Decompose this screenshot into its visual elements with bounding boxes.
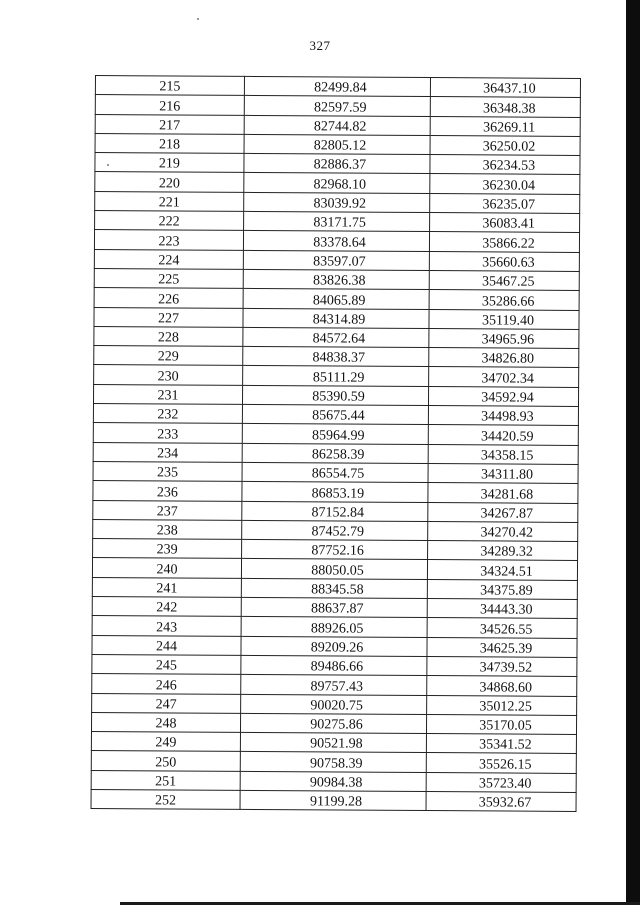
table-row (95, 153, 580, 175)
value-cell-b: 35286.66 (429, 290, 579, 310)
table-row (94, 307, 579, 329)
value-cell-b: 35170.05 (426, 714, 576, 734)
value-cell-b: 36234.53 (430, 155, 580, 175)
value-cell-a: 84314.89 (243, 308, 429, 328)
index-cell: 230 (94, 365, 243, 385)
value-cell-b: 35467.25 (429, 271, 579, 291)
value-cell-a: 82597.59 (244, 96, 430, 116)
index-cell: 231 (93, 384, 242, 404)
value-cell-b: 34739.52 (427, 656, 577, 676)
index-cell: 226 (94, 288, 243, 308)
index-cell: 246 (92, 674, 241, 694)
index-cell: 227 (94, 307, 243, 327)
table-row (92, 616, 577, 638)
value-cell-a: 89486.66 (241, 655, 427, 675)
value-cell-a: 84065.89 (243, 289, 429, 309)
value-cell-a: 87152.84 (242, 501, 428, 521)
table-row (94, 346, 579, 368)
value-cell-b: 35660.63 (429, 251, 579, 271)
value-cell-a: 89209.26 (241, 636, 427, 656)
index-cell: 224 (94, 249, 243, 269)
value-cell-b: 36269.11 (430, 116, 580, 136)
index-cell: 219 (95, 153, 244, 173)
value-cell-a: 86258.39 (242, 443, 428, 463)
value-cell-b: 34702.34 (429, 367, 579, 387)
index-cell: 237 (93, 500, 242, 520)
index-cell: 236 (93, 481, 242, 501)
table-row (94, 288, 579, 310)
table-row (95, 133, 580, 155)
page-number: 327 (309, 38, 331, 53)
value-cell-b: 34965.96 (429, 328, 579, 348)
value-cell-a: 86554.75 (242, 462, 428, 482)
value-cell-b: 35119.40 (429, 309, 579, 329)
index-cell: 215 (95, 76, 244, 96)
value-cell-a: 82886.37 (244, 154, 430, 174)
index-cell: 252 (91, 789, 240, 809)
value-cell-b: 34592.94 (428, 386, 578, 406)
value-cell-a: 88926.05 (241, 617, 427, 637)
value-cell-b: 35866.22 (429, 232, 579, 252)
index-cell: 233 (93, 423, 242, 443)
table-row (95, 211, 580, 233)
table-row (94, 365, 579, 387)
value-cell-a: 84572.64 (243, 327, 429, 347)
scan-border-right (626, 0, 640, 905)
value-cell-b: 34267.87 (428, 502, 578, 522)
value-cell-b: 34443.30 (427, 599, 577, 619)
value-cell-a: 88637.87 (241, 597, 427, 617)
value-cell-a: 87452.79 (242, 520, 428, 540)
table-row (93, 519, 578, 541)
index-cell: 249 (91, 732, 240, 752)
value-cell-b: 36235.07 (430, 193, 580, 213)
value-cell-b: 34826.80 (429, 348, 579, 368)
table-row (93, 423, 578, 445)
value-cell-b: 35723.40 (426, 772, 576, 792)
table-row (94, 326, 579, 348)
value-cell-b: 35526.15 (426, 753, 576, 773)
value-cell-a: 83039.92 (244, 192, 430, 212)
table-row (93, 461, 578, 483)
table-row (92, 577, 577, 599)
value-cell-a: 83826.38 (243, 269, 429, 289)
table-row (95, 95, 580, 117)
value-cell-b: 34281.68 (428, 483, 578, 503)
value-cell-b: 34375.89 (427, 579, 577, 599)
value-cell-a: 88050.05 (241, 559, 427, 579)
index-cell: 232 (93, 404, 242, 424)
table-row (92, 635, 577, 657)
table-row (93, 442, 578, 464)
table-body (91, 76, 580, 812)
value-cell-b: 34289.32 (428, 541, 578, 561)
table-row (95, 191, 580, 213)
table-row (92, 693, 577, 715)
index-cell: 245 (92, 654, 241, 674)
value-cell-b: 36230.04 (430, 174, 580, 194)
index-cell: 244 (92, 635, 241, 655)
index-cell: 228 (94, 326, 243, 346)
value-cell-a: 87752.16 (242, 540, 428, 560)
index-cell: 241 (92, 577, 241, 597)
value-cell-a: 83378.64 (243, 231, 429, 251)
index-cell: 235 (93, 461, 242, 481)
index-cell: 239 (93, 539, 242, 559)
table-row (93, 500, 578, 522)
index-cell: 221 (95, 191, 244, 211)
value-cell-b: 34358.15 (428, 444, 578, 464)
table-row (93, 481, 578, 503)
index-cell: 225 (94, 268, 243, 288)
index-cell: 240 (92, 558, 241, 578)
value-cell-b: 34868.60 (427, 676, 577, 696)
table-row (91, 789, 576, 811)
table-row (93, 384, 578, 406)
value-cell-a: 90020.75 (241, 694, 427, 714)
value-cell-b: 34324.51 (427, 560, 577, 580)
table-row (92, 558, 577, 580)
value-cell-a: 83171.75 (244, 211, 430, 231)
table-row (94, 230, 579, 252)
data-table (91, 75, 581, 812)
value-cell-b: 34270.42 (428, 521, 578, 541)
value-cell-b: 34420.59 (428, 425, 578, 445)
table-row (94, 249, 579, 271)
table-row (95, 76, 580, 98)
index-cell: 251 (91, 770, 240, 790)
index-cell: 234 (93, 442, 242, 462)
value-cell-b: 34498.93 (428, 406, 578, 426)
value-cell-b: 36437.10 (430, 78, 580, 98)
value-cell-a: 82805.12 (244, 134, 430, 154)
index-cell: 216 (95, 95, 244, 115)
index-cell: 220 (95, 172, 244, 192)
value-cell-b: 36348.38 (430, 97, 580, 117)
value-cell-a: 82499.84 (244, 76, 430, 96)
value-cell-a: 90275.86 (240, 713, 426, 733)
index-cell: 247 (92, 693, 241, 713)
value-cell-b: 36083.41 (430, 213, 580, 233)
table-row (93, 404, 578, 426)
value-cell-a: 91199.28 (240, 790, 426, 810)
table-row (93, 539, 578, 561)
index-cell: 238 (93, 519, 242, 539)
value-cell-a: 82968.10 (244, 173, 430, 193)
value-cell-b: 35932.67 (426, 792, 576, 812)
value-cell-b: 35012.25 (427, 695, 577, 715)
value-cell-b: 35341.52 (426, 734, 576, 754)
value-cell-a: 83597.07 (243, 250, 429, 270)
index-cell: 217 (95, 114, 244, 134)
value-cell-a: 85675.44 (242, 404, 428, 424)
table-row (91, 712, 576, 734)
index-cell: 242 (92, 597, 241, 617)
value-cell-a: 82744.82 (244, 115, 430, 135)
value-cell-a: 90758.39 (240, 752, 426, 772)
value-cell-b: 34625.39 (427, 637, 577, 657)
scan-speck (197, 18, 199, 20)
value-cell-a: 85111.29 (243, 366, 429, 386)
index-cell: 223 (94, 230, 243, 250)
value-cell-b: 36250.02 (430, 135, 580, 155)
table-row (91, 751, 576, 773)
value-cell-b: 34526.55 (427, 618, 577, 638)
table-row (92, 674, 577, 696)
index-cell: 243 (92, 616, 241, 636)
value-cell-a: 90984.38 (240, 771, 426, 791)
value-cell-a: 88345.58 (241, 578, 427, 598)
value-cell-b: 34311.80 (428, 463, 578, 483)
table-row (92, 654, 577, 676)
value-cell-a: 85964.99 (242, 424, 428, 444)
table-row (91, 732, 576, 754)
table-row (94, 268, 579, 290)
index-cell: 229 (94, 346, 243, 366)
value-cell-a: 90521.98 (240, 732, 426, 752)
table-row (95, 114, 580, 136)
table-row (91, 770, 576, 792)
value-cell-a: 85390.59 (242, 385, 428, 405)
index-cell: 248 (91, 712, 240, 732)
index-cell: 218 (95, 133, 244, 153)
value-cell-a: 86853.19 (242, 482, 428, 502)
index-cell: 250 (91, 751, 240, 771)
table-row (95, 172, 580, 194)
index-cell: 222 (95, 211, 244, 231)
value-cell-a: 84838.37 (243, 347, 429, 367)
value-cell-a: 89757.43 (241, 675, 427, 695)
table-row (92, 597, 577, 619)
